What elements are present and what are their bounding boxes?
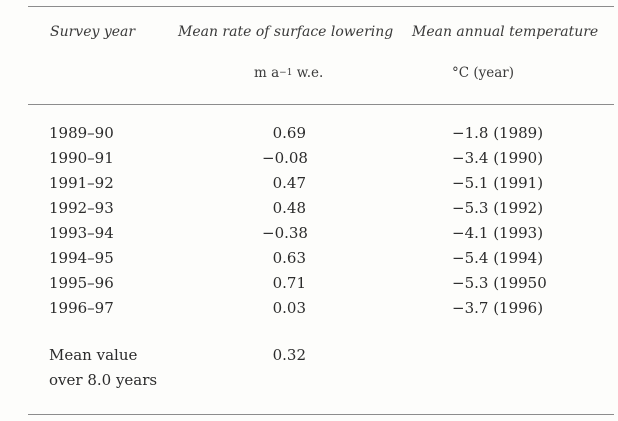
mean-value: 0.32 xyxy=(272,346,306,364)
table-row xyxy=(0,249,618,269)
cell-rate: 0.03 xyxy=(272,299,306,317)
table-row xyxy=(0,274,618,294)
cell-year: 1989–90 xyxy=(49,124,114,142)
cell-year: 1993–94 xyxy=(49,224,114,242)
unit-lowering-exponent: −1 xyxy=(279,68,293,78)
cell-temp: −5.1 (1991) xyxy=(452,174,544,192)
mean-label-line1: Mean value xyxy=(49,346,138,364)
table-row xyxy=(0,124,618,144)
cell-temp: −3.4 (1990) xyxy=(452,149,544,167)
cell-year: 1994–95 xyxy=(49,249,114,267)
table-row xyxy=(0,224,618,244)
unit-lowering-base: m a xyxy=(254,65,280,81)
cell-temp: −5.3 (19950 xyxy=(452,274,547,292)
cell-year: 1991–92 xyxy=(49,174,114,192)
cell-year: 1990–91 xyxy=(49,149,114,167)
cell-rate: −0.38 xyxy=(262,224,308,242)
cell-rate: 0.48 xyxy=(272,199,306,217)
unit-temperature: °C (year) xyxy=(452,65,515,81)
cell-year: 1992–93 xyxy=(49,199,114,217)
cell-rate: 0.47 xyxy=(272,174,306,192)
cell-year: 1996–97 xyxy=(49,299,114,317)
top-rule xyxy=(28,6,614,7)
cell-temp: −3.7 (1996) xyxy=(452,299,544,317)
cell-temp: −4.1 (1993) xyxy=(452,224,544,242)
unit-lowering-suffix: w.e. xyxy=(296,65,324,81)
table-row xyxy=(0,174,618,194)
table-row xyxy=(0,149,618,169)
bottom-rule xyxy=(28,414,614,415)
mean-label xyxy=(49,343,209,393)
header-temperature: Mean annual temperature xyxy=(412,24,599,40)
unit-lowering xyxy=(254,65,323,81)
header-surface-lowering: Mean rate of surface lowering xyxy=(178,24,394,40)
header-rule xyxy=(28,104,614,105)
header-survey-year: Survey year xyxy=(50,24,136,40)
table-row xyxy=(0,199,618,219)
cell-rate: 0.71 xyxy=(272,274,306,292)
cell-rate: −0.08 xyxy=(262,149,308,167)
mean-label-line2: over 8.0 years xyxy=(49,371,158,389)
table-row xyxy=(0,299,618,319)
cell-temp: −5.3 (1992) xyxy=(452,199,544,217)
cell-rate: 0.63 xyxy=(272,249,306,267)
cell-year: 1995–96 xyxy=(49,274,114,292)
cell-rate: 0.69 xyxy=(272,124,306,142)
cell-temp: −1.8 (1989) xyxy=(452,124,544,142)
cell-temp: −5.4 (1994) xyxy=(452,249,544,267)
